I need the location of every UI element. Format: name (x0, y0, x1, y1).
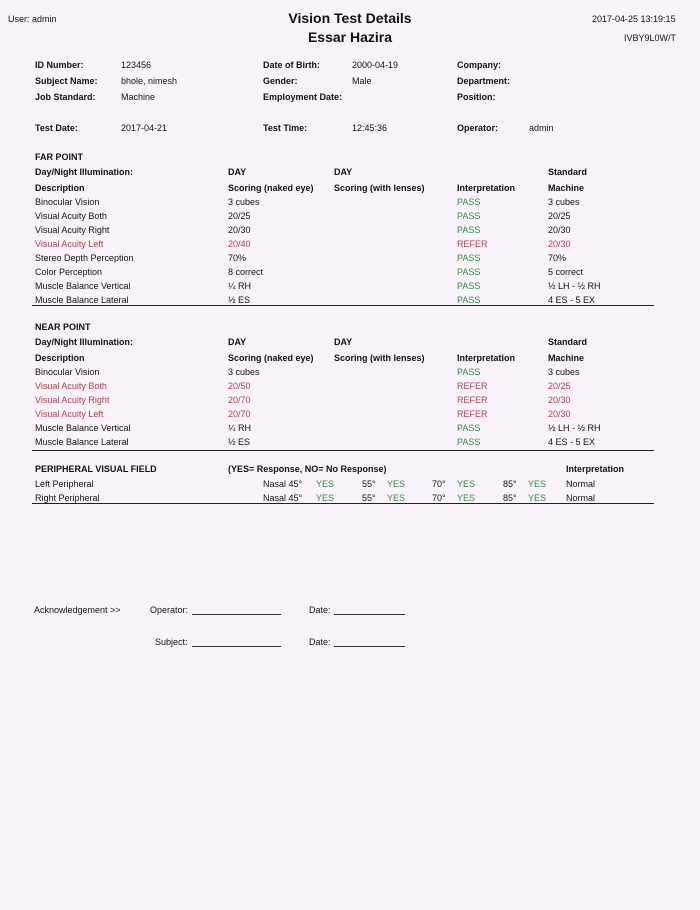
response-70: YES (457, 493, 476, 503)
acknowledgement-label: Acknowledgement >> (34, 605, 121, 615)
test-time-label: Test Time: (263, 123, 308, 133)
test-description: Visual Acuity Both (35, 381, 107, 391)
name-value: bhole, nimesh (121, 76, 178, 86)
peripheral-side: Right Peripheral (35, 493, 100, 503)
naked-eye-score: 8 correct (228, 267, 264, 277)
gender-label: Gender: (263, 76, 298, 86)
interpretation: PASS (457, 281, 481, 291)
far-day-lenses: DAY (334, 167, 353, 177)
test-description: Binocular Vision (35, 197, 100, 207)
far-point-heading: FAR POINT (35, 152, 84, 162)
table-row (0, 437, 700, 450)
far-machine-header: Machine (548, 183, 585, 193)
machine-standard: ½ LH - ½ RH (548, 423, 601, 433)
page-title: Vision Test Details (288, 10, 412, 26)
near-point-heading: NEAR POINT (35, 322, 91, 332)
table-row (0, 267, 700, 280)
far-day-naked: DAY (228, 167, 247, 177)
table-row (0, 479, 700, 492)
operator-date-label: Date: (309, 605, 331, 615)
response-85: YES (528, 479, 547, 489)
test-date-value: 2017-04-21 (121, 123, 168, 133)
machine-standard: 20/30 (548, 395, 571, 405)
machine-standard: 20/25 (548, 211, 571, 221)
position-label: Position: (457, 92, 496, 102)
near-lenses-header: Scoring (with lenses) (334, 353, 425, 363)
test-description: Binocular Vision (35, 367, 100, 377)
far-description-header: Description (35, 183, 85, 193)
machine-standard: 3 cubes (548, 197, 580, 207)
subject-signature-label: Subject: (155, 637, 188, 647)
department-label: Department: (457, 76, 511, 86)
id-label: ID Number: (35, 60, 84, 70)
subject-date-label: Date: (309, 637, 331, 647)
operator-date-line[interactable] (334, 614, 405, 615)
machine-standard: 20/30 (548, 225, 571, 235)
angle-55: 55° (362, 479, 376, 489)
job-label: Job Standard: (35, 92, 96, 102)
naked-eye-score: 70% (228, 253, 247, 263)
angle-85: 85° (503, 493, 517, 503)
job-value: Machine (121, 92, 156, 102)
interpretation: PASS (457, 367, 481, 377)
near-description-header: Description (35, 353, 85, 363)
near-day-naked: DAY (228, 337, 247, 347)
dob-label: Date of Birth: (263, 60, 320, 70)
response-85: YES (528, 493, 547, 503)
near-machine-header: Machine (548, 353, 585, 363)
subject-signature-line[interactable] (192, 646, 281, 647)
peripheral-side: Left Peripheral (35, 479, 94, 489)
naked-eye-score: ½ ES (228, 295, 251, 305)
interpretation: PASS (457, 211, 481, 221)
user-label: User: admin (8, 14, 57, 24)
response-70: YES (457, 479, 476, 489)
table-row (0, 211, 700, 224)
document-code: IVBY9L0W/T (624, 33, 677, 43)
table-row (0, 253, 700, 266)
table-row (0, 295, 700, 308)
machine-standard: 3 cubes (548, 367, 580, 377)
test-description: Visual Acuity Right (35, 225, 110, 235)
dob-value: 2000-04-19 (352, 60, 399, 70)
far-illumination-label: Day/Night Illumination: (35, 167, 133, 177)
interpretation: REFER (457, 239, 488, 249)
angle-nasal-45: Nasal 45° (263, 493, 303, 503)
gender-value: Male (352, 76, 372, 86)
machine-standard: ½ LH - ½ RH (548, 281, 601, 291)
peripheral-legend: (YES= Response, NO= No Response) (228, 464, 387, 474)
interpretation: PASS (457, 295, 481, 305)
naked-eye-score: 20/25 (228, 211, 251, 221)
test-description: Muscle Balance Lateral (35, 295, 129, 305)
angle-70: 70° (432, 479, 446, 489)
far-standard-label: Standard (548, 167, 588, 177)
test-date-label: Test Date: (35, 123, 78, 133)
table-row (0, 239, 700, 252)
name-label: Subject Name: (35, 76, 98, 86)
angle-55: 55° (362, 493, 376, 503)
far-interpretation-header: Interpretation (457, 183, 516, 193)
page-subtitle: Essar Hazira (307, 29, 393, 45)
naked-eye-score: 20/50 (228, 381, 251, 391)
response-55: YES (387, 479, 406, 489)
naked-eye-score: ¼ RH (228, 423, 252, 433)
near-naked-header: Scoring (naked eye) (228, 353, 314, 363)
company-label: Company: (457, 60, 502, 70)
table-row (0, 225, 700, 238)
peripheral-divider (32, 503, 654, 504)
test-description: Muscle Balance Lateral (35, 437, 129, 447)
timestamp: 2017-04-25 13:19:15 (592, 14, 676, 24)
response-55: YES (387, 493, 406, 503)
machine-standard: 4 ES - 5 EX (548, 295, 596, 305)
operator-value: admin (529, 123, 554, 133)
interpretation: PASS (457, 253, 481, 263)
table-row (0, 493, 700, 506)
naked-eye-score: 20/70 (228, 395, 251, 405)
angle-85: 85° (503, 479, 517, 489)
id-value: 123456 (121, 60, 152, 70)
near-day-lenses: DAY (334, 337, 353, 347)
test-description: Visual Acuity Left (35, 239, 104, 249)
operator-signature-line[interactable] (192, 614, 281, 615)
machine-standard: 20/25 (548, 381, 571, 391)
machine-standard: 5 correct (548, 267, 584, 277)
machine-standard: 70% (548, 253, 567, 263)
peripheral-result: Normal (566, 479, 596, 489)
near-standard-label: Standard (548, 337, 588, 347)
table-row (0, 381, 700, 394)
near-divider (32, 450, 654, 451)
table-row (0, 281, 700, 294)
machine-standard: 20/30 (548, 409, 571, 419)
naked-eye-score: 3 cubes (228, 197, 260, 207)
test-description: Visual Acuity Both (35, 211, 107, 221)
test-time-value: 12:45:36 (352, 123, 388, 133)
naked-eye-score: 3 cubes (228, 367, 260, 377)
interpretation: REFER (457, 381, 488, 391)
interpretation: PASS (457, 267, 481, 277)
peripheral-heading: PERIPHERAL VISUAL FIELD (35, 464, 157, 474)
near-illumination-label: Day/Night Illumination: (35, 337, 133, 347)
peripheral-result: Normal (566, 493, 596, 503)
interpretation: REFER (457, 395, 488, 405)
table-row (0, 197, 700, 210)
test-description: Visual Acuity Left (35, 409, 104, 419)
employment-date-label: Employment Date: (263, 92, 343, 102)
test-description: Stereo Depth Perception (35, 253, 134, 263)
table-row (0, 409, 700, 422)
interpretation: PASS (457, 437, 481, 447)
angle-nasal-45: Nasal 45° (263, 479, 303, 489)
table-row (0, 395, 700, 408)
interpretation: PASS (457, 197, 481, 207)
interpretation: PASS (457, 423, 481, 433)
naked-eye-score: 20/40 (228, 239, 251, 249)
test-description: Color Perception (35, 267, 103, 277)
machine-standard: 20/30 (548, 239, 571, 249)
near-interpretation-header: Interpretation (457, 353, 516, 363)
test-description: Visual Acuity Right (35, 395, 110, 405)
peripheral-interpretation-header: Interpretation (566, 464, 625, 474)
machine-standard: 4 ES - 5 EX (548, 437, 596, 447)
angle-70: 70° (432, 493, 446, 503)
operator-signature-label: Operator: (150, 605, 189, 615)
naked-eye-score: ½ ES (228, 437, 251, 447)
naked-eye-score: 20/30 (228, 225, 251, 235)
subject-date-line[interactable] (334, 646, 405, 647)
far-lenses-header: Scoring (with lenses) (334, 183, 425, 193)
table-row (0, 423, 700, 436)
operator-label: Operator: (457, 123, 499, 133)
interpretation: REFER (457, 409, 488, 419)
interpretation: PASS (457, 225, 481, 235)
far-naked-header: Scoring (naked eye) (228, 183, 314, 193)
test-description: Muscle Balance Vertical (35, 423, 131, 433)
test-description: Muscle Balance Vertical (35, 281, 131, 291)
naked-eye-score: ¼ RH (228, 281, 252, 291)
table-row (0, 367, 700, 380)
response-45: YES (316, 493, 335, 503)
naked-eye-score: 20/70 (228, 409, 251, 419)
far-divider (32, 305, 654, 306)
response-45: YES (316, 479, 335, 489)
